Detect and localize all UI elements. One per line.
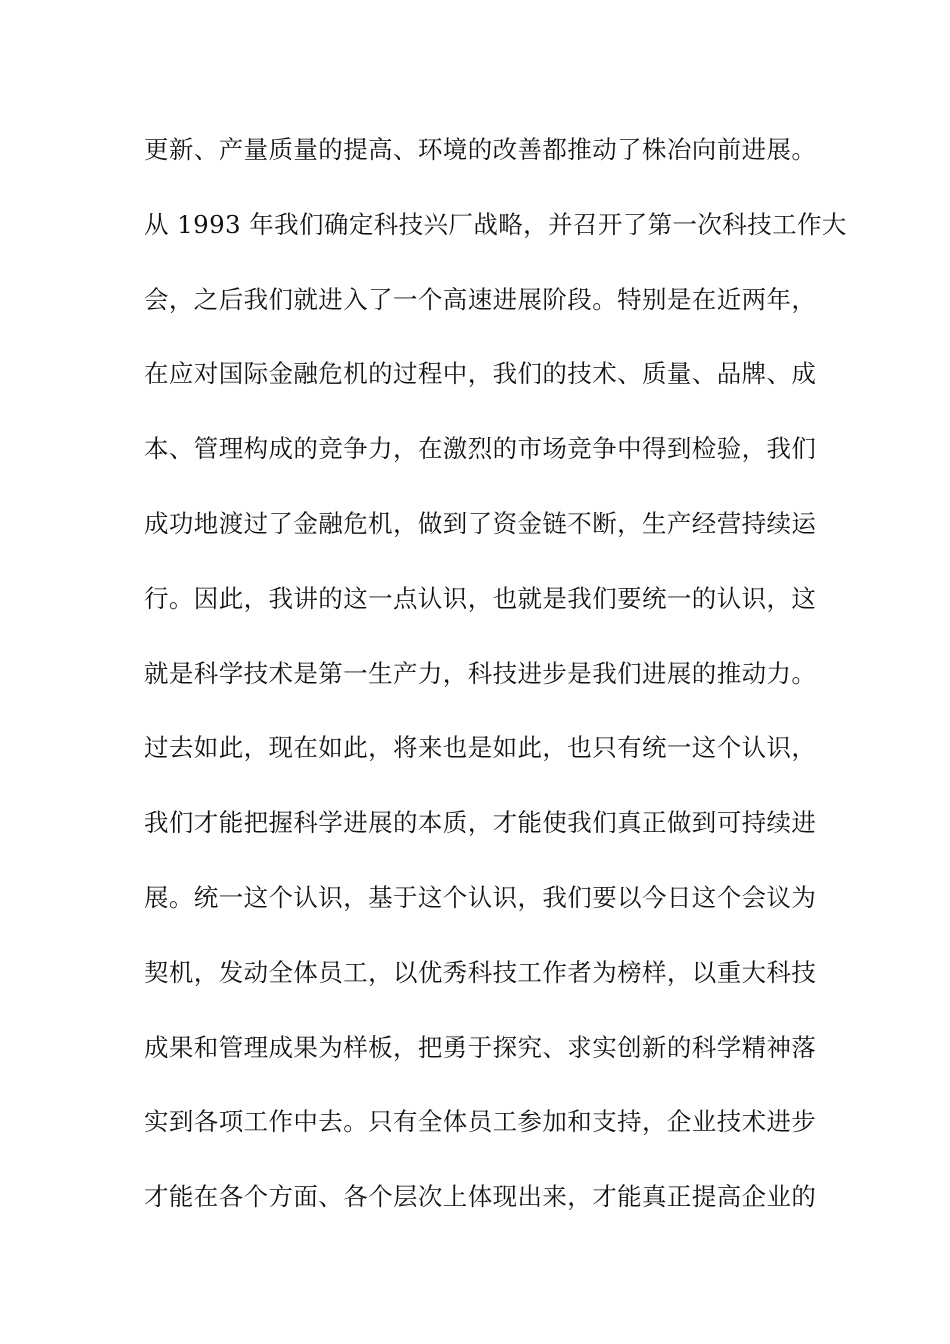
text-line: 我们才能把握科学进展的本质，才能使我们真正做到可持续进: [144, 808, 817, 838]
text-line: 在应对国际金融危机的过程中，我们的技术、质量、品牌、成: [144, 359, 817, 389]
text-line: 才能在各个方面、各个层次上体现出来，才能真正提高企业的: [144, 1182, 817, 1212]
text-line: 契机，发动全体员工，以优秀科技工作者为榜样，以重大科技: [144, 957, 817, 987]
text-line: 会，之后我们就进入了一个高速进展阶段。特别是在近两年，: [144, 284, 817, 314]
text-line: 成功地渡过了金融危机，做到了资金链不断，生产经营持续运: [144, 508, 817, 538]
text-line: 成果和管理成果为样板，把勇于探究、求实创新的科学精神落: [144, 1032, 817, 1062]
text-line: 从 1993 年我们确定科技兴厂战略，并召开了第一次科技工作大: [144, 209, 847, 239]
text-line: 本、管理构成的竞争力，在激烈的市场竞争中得到检验，我们: [144, 434, 817, 464]
text-line: 行。因此，我讲的这一点认识，也就是我们要统一的认识，这: [144, 583, 817, 613]
text-line: 过去如此，现在如此，将来也是如此，也只有统一这个认识，: [144, 733, 817, 763]
text-line: 实到各项工作中去。只有全体员工参加和支持，企业技术进步: [144, 1107, 817, 1137]
text-line: 展。统一这个认识，基于这个认识，我们要以今日这个会议为: [144, 882, 817, 912]
body-text: [144, 128, 847, 1250]
text-line: 更新、产量质量的提高、环境的改善都推动了株冶向前进展。: [144, 135, 817, 164]
text-line: 就是科学技术是第一生产力，科技进步是我们进展的推动力。: [144, 658, 817, 688]
